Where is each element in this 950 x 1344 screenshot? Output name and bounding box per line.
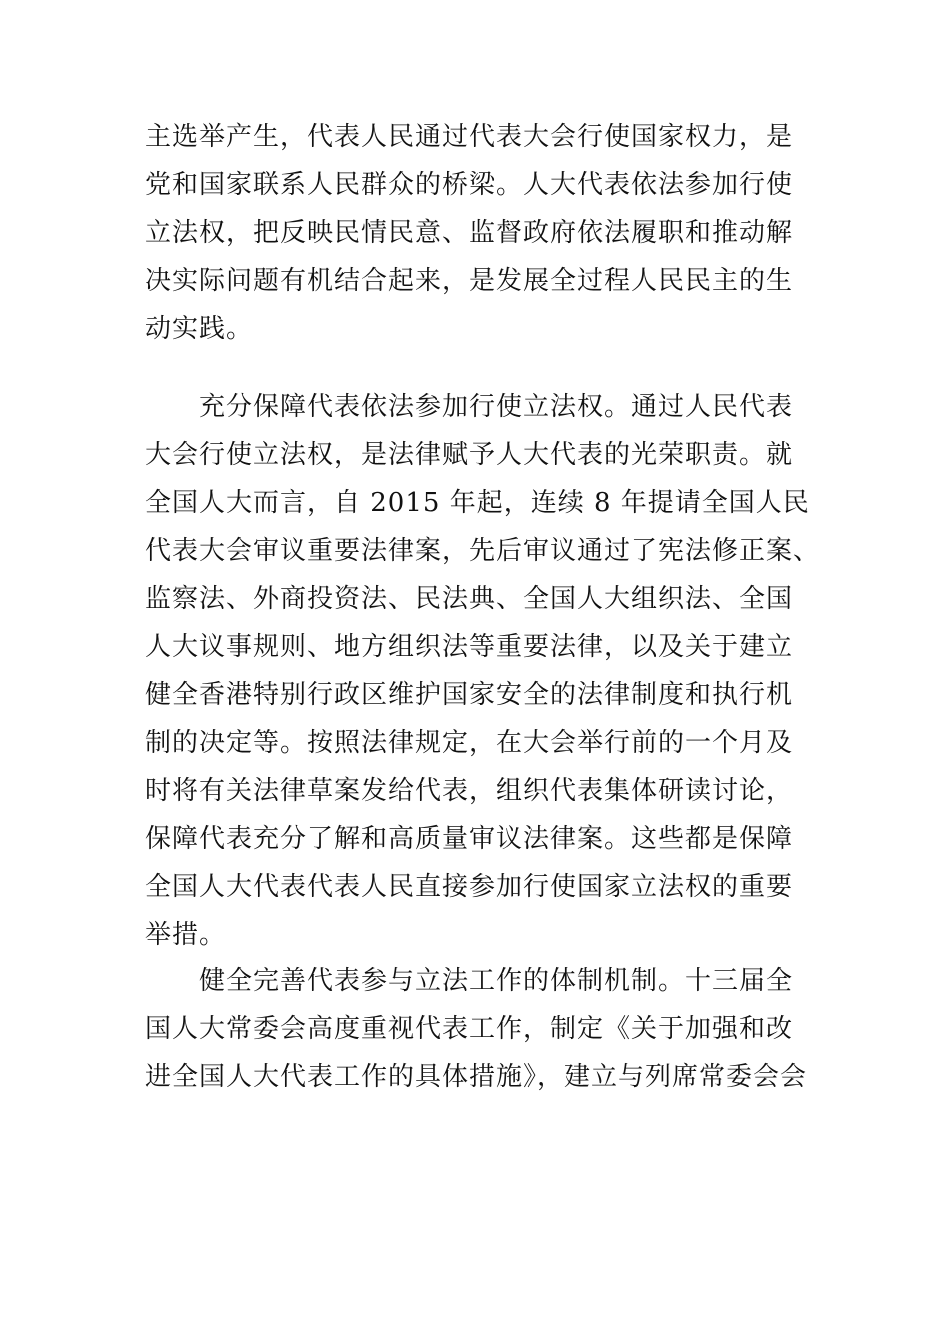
text-line: 全国人大而言，自 2015 年起，连续 8 年提请全国人民 xyxy=(145,488,810,518)
paragraph-3 xyxy=(145,957,825,1101)
text-line: 充分保障代表依法参加行使立法权。通过人民代表 xyxy=(145,392,794,422)
text-line: 监察法、外商投资法、民法典、全国人大组织法、全国 xyxy=(145,584,794,614)
text-line: 人大议事规则、地方组织法等重要法律，以及关于建立 xyxy=(145,632,794,662)
text-line: 制的决定等。按照法律规定，在大会举行前的一个月及 xyxy=(145,728,794,758)
text-line: 进全国人大代表工作的具体措施》，建立与列席常委会会 xyxy=(145,1062,808,1092)
paragraph-1 xyxy=(145,113,825,353)
text-line: 健全完善代表参与立法工作的体制机制。十三届全 xyxy=(145,966,794,996)
text-line: 大会行使立法权，是法律赋予人大代表的光荣职责。就 xyxy=(145,440,794,470)
text-line: 举措。 xyxy=(145,920,227,950)
text-line: 党和国家联系人民群众的桥梁。人大代表依法参加行使 xyxy=(145,170,794,200)
text-line: 立法权，把反映民情民意、监督政府依法履职和推动解 xyxy=(145,218,794,248)
text-line: 主选举产生，代表人民通过代表大会行使国家权力，是 xyxy=(145,122,794,152)
text-line: 健全香港特别行政区维护国家安全的法律制度和执行机 xyxy=(145,680,794,710)
text-line: 动实践。 xyxy=(145,314,254,344)
text-line: 国人大常委会高度重视代表工作，制定《关于加强和改 xyxy=(145,1014,794,1044)
paragraph-2 xyxy=(145,383,825,959)
text-line: 保障代表充分了解和高质量审议法律案。这些都是保障 xyxy=(145,824,794,854)
text-line: 时将有关法律草案发给代表，组织代表集体研读讨论， xyxy=(145,776,794,806)
text-line: 代表大会审议重要法律案，先后审议通过了宪法修正案、 xyxy=(145,536,821,566)
text-line: 全国人大代表代表人民直接参加行使国家立法权的重要 xyxy=(145,872,794,902)
text-line: 决实际问题有机结合起来，是发展全过程人民民主的生 xyxy=(145,266,794,296)
